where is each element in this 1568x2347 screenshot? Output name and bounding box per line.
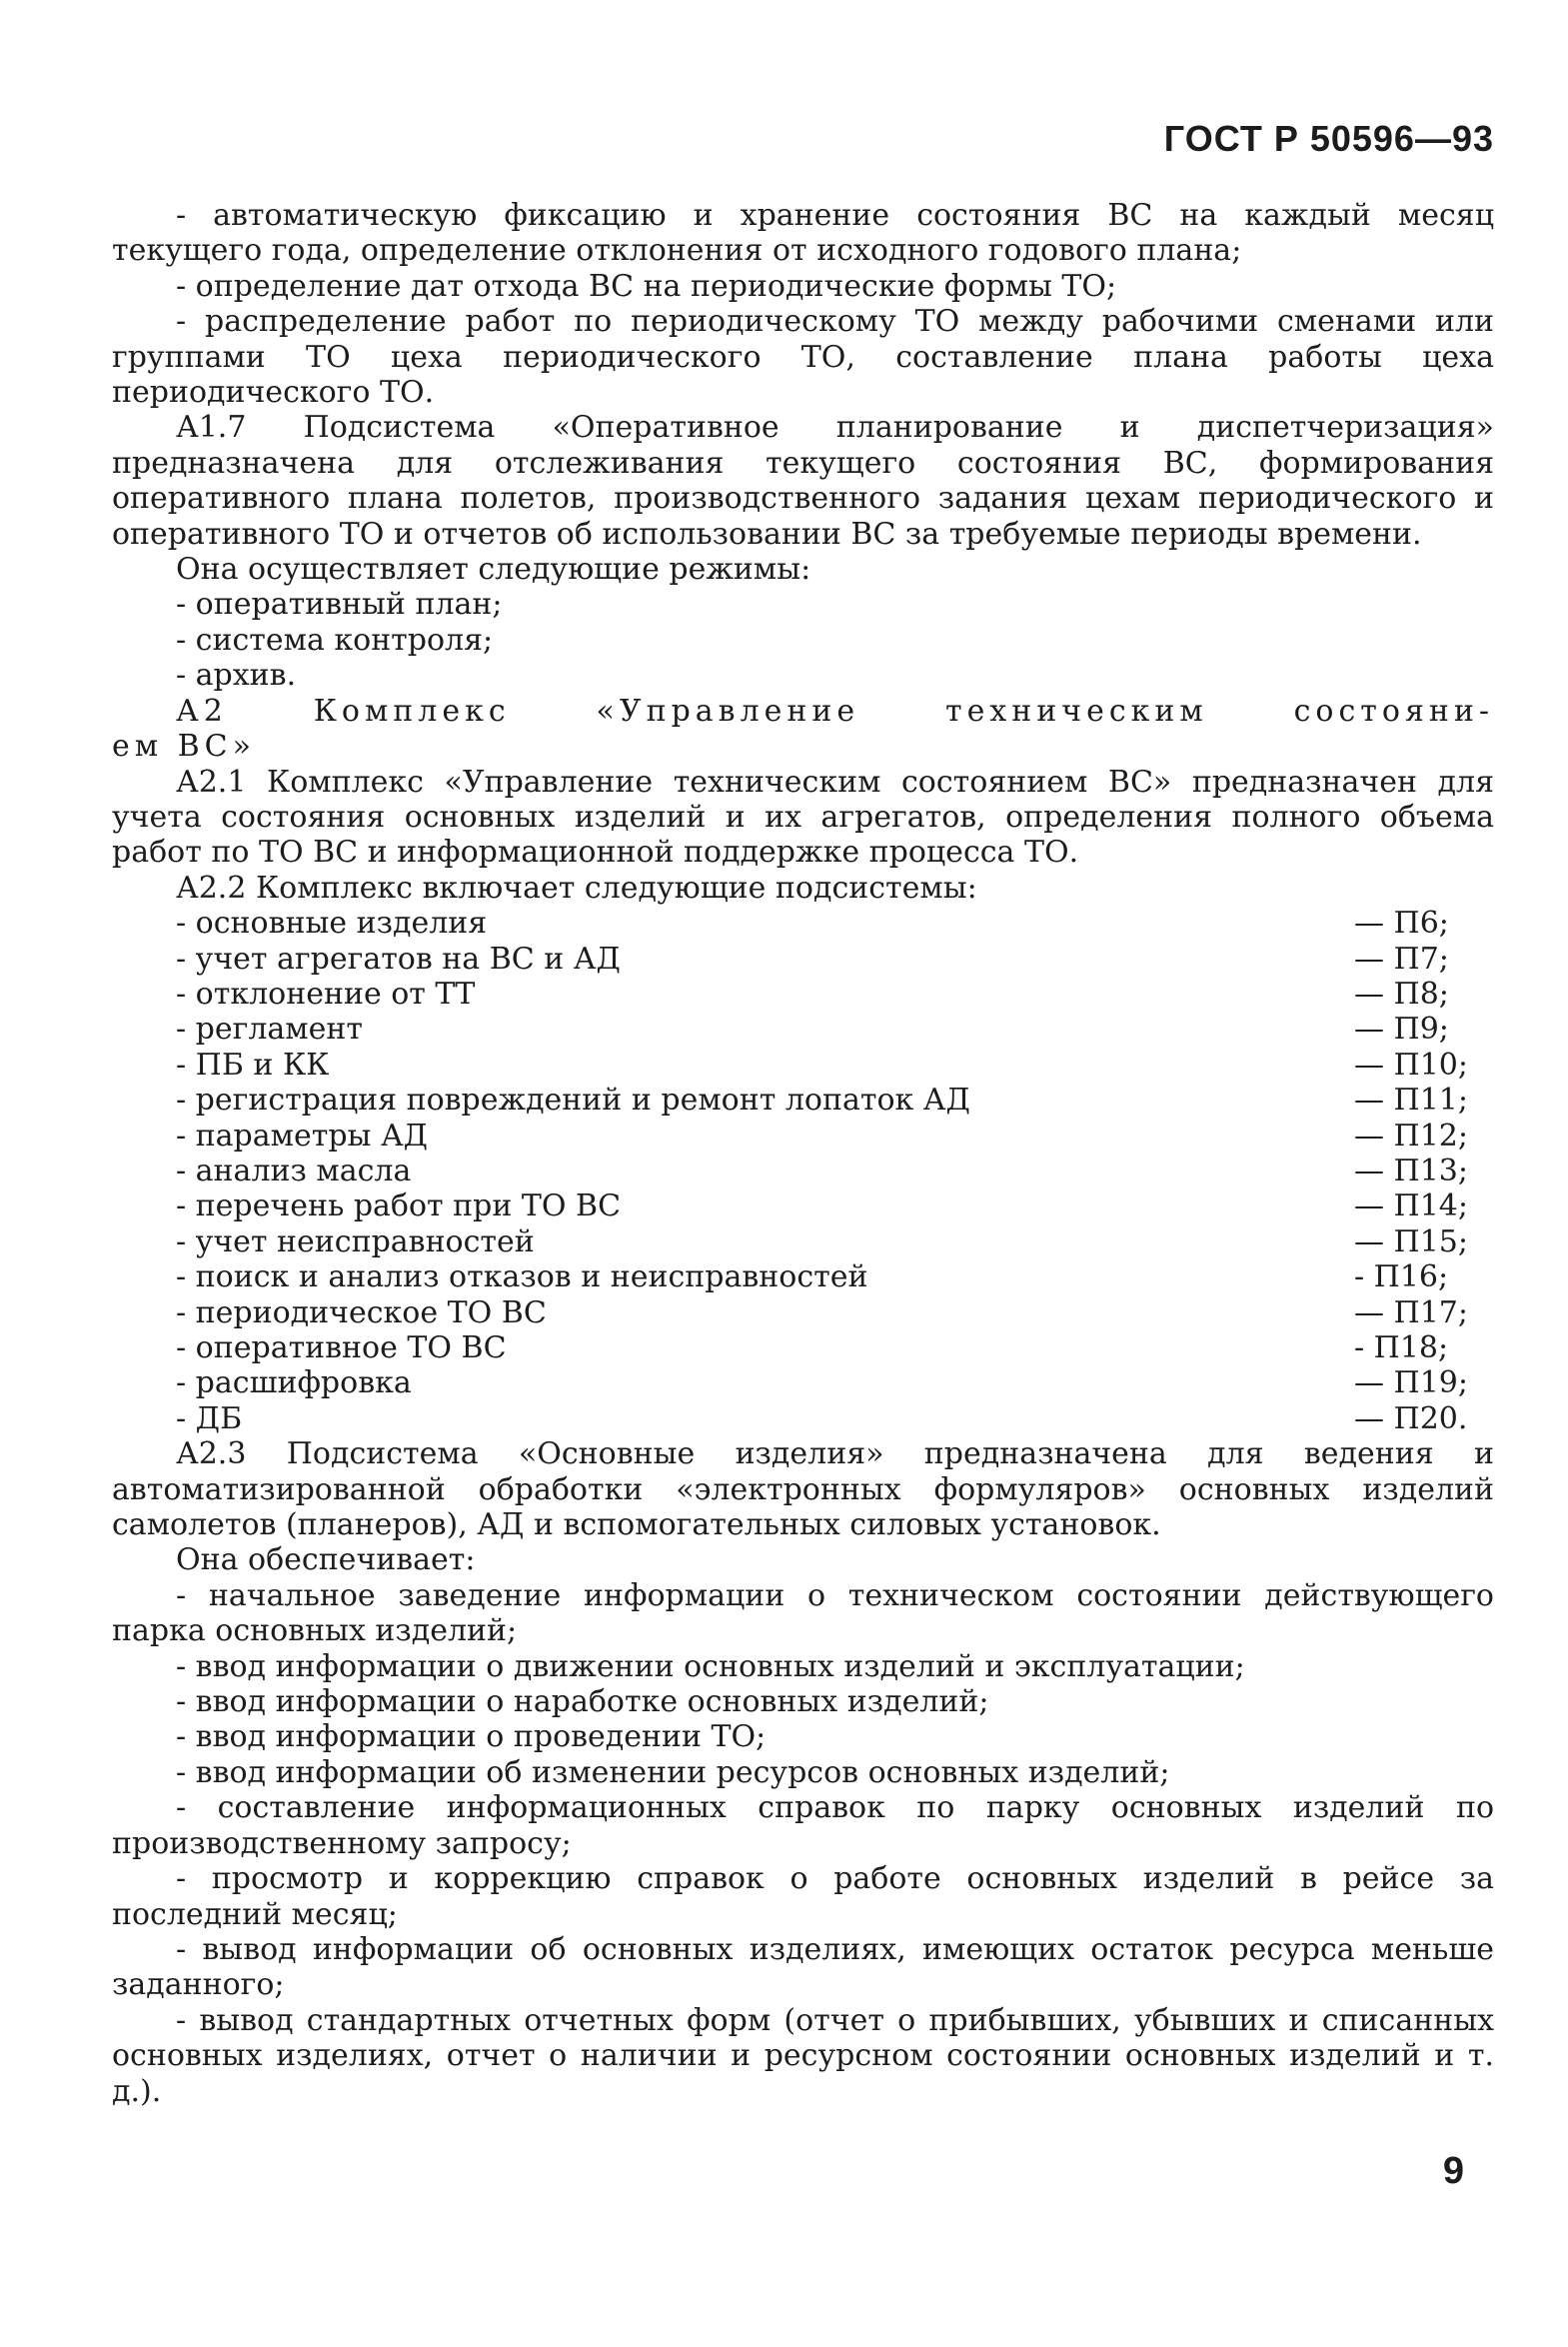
- subsystem-name: - периодическое ТО ВС: [176, 1294, 547, 1330]
- subsystem-code: — П17;: [1354, 1294, 1468, 1330]
- feature-item: - составление информационных справок по парку основных изделий по производственному запросу;: [112, 1790, 1494, 1861]
- subsystem-code: — П20.: [1354, 1400, 1468, 1436]
- subsystem-code: - П16;: [1354, 1259, 1449, 1295]
- feature-item: - ввод информации о проведении ТО;: [176, 1719, 767, 1755]
- subsystem-code: — П6;: [1354, 906, 1449, 942]
- subsystem-row: [112, 977, 1494, 1012]
- subsystem-row: [112, 1401, 1494, 1436]
- subsystem-name: - анализ масла: [176, 1153, 412, 1188]
- mode-item: - архив.: [176, 658, 297, 694]
- subsystem-row: [112, 1048, 1494, 1083]
- feature-item: - просмотр и коррекцию справок о работе основных изделий в рейсе за последний месяц;: [112, 1861, 1494, 1932]
- feature-item: - ввод информации об изменении ресурсов основных изделий;: [176, 1754, 1170, 1790]
- subsystem-name: - поиск и анализ отказов и неисправностей: [176, 1259, 868, 1295]
- subsystem-name: - регистрация повреждений и ремонт лопаток АД: [176, 1083, 970, 1119]
- section-a23-text: А2.3 Подсистема «Основные изделия» предназначена для ведения и автоматизированной обработки «электронных формуляров» основных изделий самолетов (планеров), АД и вспомогательных силовых установок.: [112, 1436, 1494, 1543]
- subsystem-name: - основные изделия: [176, 906, 488, 942]
- intro-item: - распределение работ по периодическому ТО между рабочими сменами или группами ТО цеха периодического ТО, составление плана работы цеха периодического ТО.: [112, 304, 1494, 411]
- page-number: 9: [1442, 2150, 1464, 2192]
- subsystem-code: — П7;: [1354, 941, 1449, 977]
- subsystem-code: — П9;: [1354, 1012, 1449, 1048]
- subsystem-code: — П14;: [1354, 1188, 1468, 1224]
- subsystem-row: [112, 1224, 1494, 1259]
- subsystem-name: - учет агрегатов на ВС и АД: [176, 941, 621, 977]
- subsystem-row: [112, 1012, 1494, 1047]
- feature-item: - начальное заведение информации о техническом состоянии действующего парка основных изделий;: [112, 1577, 1494, 1649]
- subsystem-row: [112, 1365, 1494, 1400]
- subsystem-name: - перечень работ при ТО ВС: [176, 1188, 622, 1224]
- subsystem-row: [112, 1259, 1494, 1294]
- subsystem-name: - регламент: [176, 1012, 363, 1048]
- intro-item: - автоматическую фиксацию и хранение состояния ВС на каждый месяц текущего года, определение отклонения от исходного годового плана;: [112, 198, 1494, 269]
- section-a2-heading-line1: А2 Комплекс «Управление техническим состояни-: [176, 693, 1494, 729]
- section-a17-intro: Она осуществляет следующие режимы:: [176, 552, 811, 588]
- subsystem-code: — П15;: [1354, 1223, 1468, 1259]
- document-body: [112, 198, 1494, 2109]
- subsystem-code: — П11;: [1354, 1083, 1468, 1119]
- section-a22-text: А2.2 Комплекс включает следующие подсистемы:: [176, 870, 977, 906]
- subsystem-name: - ДБ: [176, 1400, 243, 1436]
- subsystem-code: — П13;: [1354, 1153, 1468, 1188]
- subsystem-name: - расшифровка: [176, 1365, 412, 1401]
- subsystem-row: [112, 1083, 1494, 1118]
- subsystem-row: [112, 906, 1494, 941]
- section-a21-text: А2.1 Комплекс «Управление техническим состоянием ВС» предназначен для учета состояния основных изделий и их агрегатов, определения полного объема работ по ТО ВС и информационной поддержке процесса ТО.: [112, 764, 1494, 871]
- standard-header: ГОСТ Р 50596—93: [1163, 118, 1494, 159]
- subsystem-name: - ПБ и КК: [176, 1047, 330, 1083]
- subsystem-name: - учет неисправностей: [176, 1223, 535, 1259]
- section-a23-intro: Она обеспечивает:: [176, 1542, 476, 1578]
- feature-item: - вывод информации об основных изделиях, имеющих остаток ресурса меньше заданного;: [112, 1931, 1494, 2003]
- mode-item: - оперативный план;: [176, 587, 503, 623]
- feature-item: - ввод информации о движении основных изделий и эксплуатации;: [176, 1648, 1245, 1684]
- feature-item: - ввод информации о наработке основных изделий;: [176, 1684, 989, 1720]
- subsystem-code: - П18;: [1354, 1330, 1449, 1365]
- subsystem-row: [112, 1119, 1494, 1154]
- subsystem-name: - отклонение от ТТ: [176, 976, 476, 1012]
- subsystem-name: - оперативное ТО ВС: [176, 1330, 507, 1365]
- subsystem-code: — П8;: [1354, 976, 1449, 1012]
- feature-item: - вывод стандартных отчетных форм (отчет о прибывших, убывших и списанных основных изделиях, отчет о наличии и ресурсном состоянии основных изделий и т. д.).: [112, 2002, 1494, 2109]
- intro-item: - определение дат отхода ВС на периодические формы ТО;: [176, 268, 1117, 304]
- subsystem-list: [112, 906, 1494, 1436]
- subsystem-row: [112, 1330, 1494, 1365]
- subsystem-row: [112, 1295, 1494, 1330]
- subsystem-row: [112, 942, 1494, 977]
- subsystem-code: — П12;: [1354, 1118, 1468, 1154]
- subsystem-code: — П19;: [1354, 1365, 1468, 1401]
- mode-item: - система контроля;: [176, 622, 494, 658]
- subsystem-row: [112, 1188, 1494, 1223]
- subsystem-code: — П10;: [1354, 1047, 1468, 1083]
- subsystem-name: - параметры АД: [176, 1118, 429, 1154]
- subsystem-row: [112, 1154, 1494, 1188]
- section-a2-heading-line2: ем ВС»: [112, 729, 256, 765]
- section-a17-text: А1.7 Подсистема «Оперативное планирование и диспетчеризация» предназначена для отслеживания текущего состояния ВС, формирования оперативного плана полетов, производственного задания цехам периодического и оперативного ТО и отчетов об использовании ВС за требуемые периоды времени.: [112, 410, 1494, 552]
